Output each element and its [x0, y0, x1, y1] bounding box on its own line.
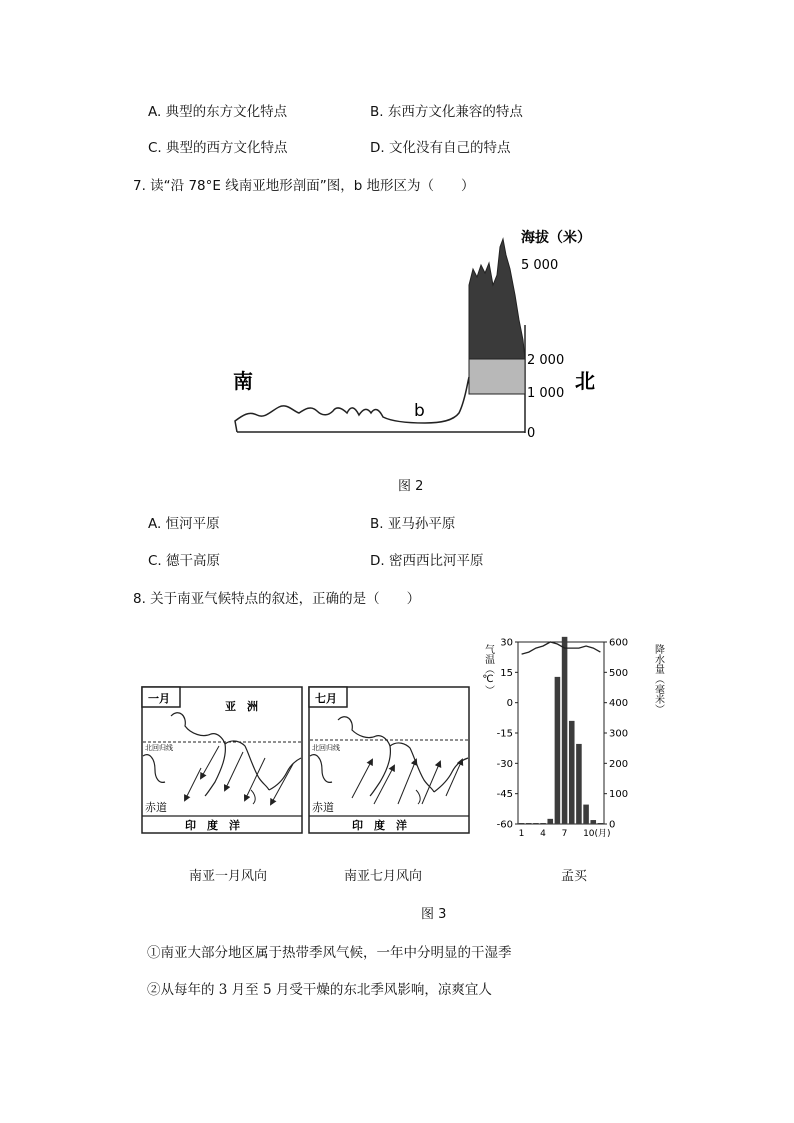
precip-axis-title [653, 643, 665, 714]
jan-ocean-label: 印 度 洋 [185, 819, 240, 832]
q6-option-a: A. 典型的东方文化特点 [148, 104, 288, 120]
axis-title: 海拔（米） [521, 230, 591, 246]
temp-tick-label: 30 [500, 637, 513, 649]
q7-option-d: D. 密西西比河平原 [370, 553, 484, 569]
precip-tick-label: 100 [609, 789, 629, 801]
precip-bar [598, 823, 604, 824]
jan-tropic-label: 北回归线 [145, 744, 173, 752]
precip-bar [547, 819, 553, 824]
figure-3-caption: 图 3 [421, 907, 447, 922]
precip-tick-label: 500 [609, 667, 629, 679]
temp-tick-label: -15 [496, 728, 513, 740]
month-label: 7 [561, 829, 568, 839]
precip-bar [590, 820, 596, 824]
month-label: 4 [540, 829, 546, 839]
band-1000-2000 [469, 359, 525, 394]
statement-2: ②从每年的 3 月至 5 月受干燥的东北季风影响，凉爽宜人 [147, 982, 492, 998]
himalaya-mass [469, 239, 525, 359]
jan-map-title: 一月 [148, 692, 170, 705]
north-label: 北 [575, 369, 595, 393]
january-wind-map [141, 686, 303, 834]
precip-bar [569, 721, 575, 824]
precip-tick-label: 300 [609, 728, 629, 740]
temperature-line [522, 642, 601, 654]
south-label: 南 [233, 369, 253, 393]
temp-tick-label: 15 [500, 667, 513, 679]
month-label: 10(月) [583, 829, 611, 839]
figure-2-caption: 图 2 [398, 479, 424, 494]
b-label: b [414, 401, 425, 421]
tick-5000: 5 000 [521, 258, 559, 273]
jul-ocean-label: 印 度 洋 [352, 819, 407, 832]
jan-equator-label: 赤道 [145, 801, 167, 814]
tick-2000: 2 000 [527, 353, 565, 368]
precip-tick-label: 0 [609, 819, 616, 831]
chart-frame [518, 642, 604, 824]
july-wind-map [308, 686, 470, 834]
precip-bar [583, 805, 589, 824]
svg-text:降水量（毫米）: 降水量（毫米） [652, 644, 664, 714]
month-label: 1 [518, 829, 525, 839]
terrain-profile-figure [225, 225, 605, 450]
precip-bar [519, 823, 525, 824]
q7-option-b: B. 亚马孙平原 [370, 516, 456, 532]
precip-bar [533, 823, 539, 824]
temp-tick-label: -30 [496, 758, 513, 770]
precip-bar [526, 823, 532, 824]
svg-text:气温（℃）: 气温（℃） [482, 644, 494, 695]
q8-stem: 8. 关于南亚气候特点的叙述，正确的是（ ） [133, 591, 421, 607]
precip-tick-label: 200 [609, 758, 629, 770]
jul-map-label: 南亚七月风向 [344, 869, 423, 884]
temp-axis-title [482, 644, 494, 695]
q6-option-d: D. 文化没有自己的特点 [370, 140, 511, 156]
mumbai-climate-chart [478, 632, 668, 842]
jul-map-title: 七月 [315, 692, 337, 705]
tick-0: 0 [527, 426, 536, 441]
jan-continent-label: 亚 洲 [225, 700, 258, 713]
temp-tick-label: -60 [496, 819, 513, 831]
precip-bar [540, 823, 546, 824]
precip-tick-label: 600 [609, 637, 629, 649]
temp-tick-label: 0 [506, 698, 513, 710]
statement-1: ①南亚大部分地区属于热带季风气候，一年中分明显的干湿季 [147, 945, 512, 961]
q6-option-b: B. 东西方文化兼容的特点 [370, 104, 523, 120]
jan-map-label: 南亚一月风向 [189, 869, 268, 884]
jul-equator-label: 赤道 [312, 801, 334, 814]
temp-tick-label: -45 [496, 789, 513, 801]
q6-option-c: C. 典型的西方文化特点 [148, 140, 288, 156]
q7-option-a: A. 恒河平原 [148, 516, 220, 532]
q7-option-c: C. 德干高原 [148, 553, 221, 569]
precip-bar [562, 637, 568, 824]
q7-stem: 7. 读“沿 78°E 线南亚地形剖面”图，b 地形区为（ ） [133, 178, 475, 194]
precip-bar [555, 677, 561, 824]
precip-bar [576, 744, 582, 824]
precip-tick-label: 400 [609, 698, 629, 710]
terrain-line [235, 377, 469, 432]
climate-chart-label: 孟买 [561, 869, 588, 884]
tick-1000: 1 000 [527, 386, 565, 401]
jul-tropic-label: 北回归线 [312, 744, 340, 752]
